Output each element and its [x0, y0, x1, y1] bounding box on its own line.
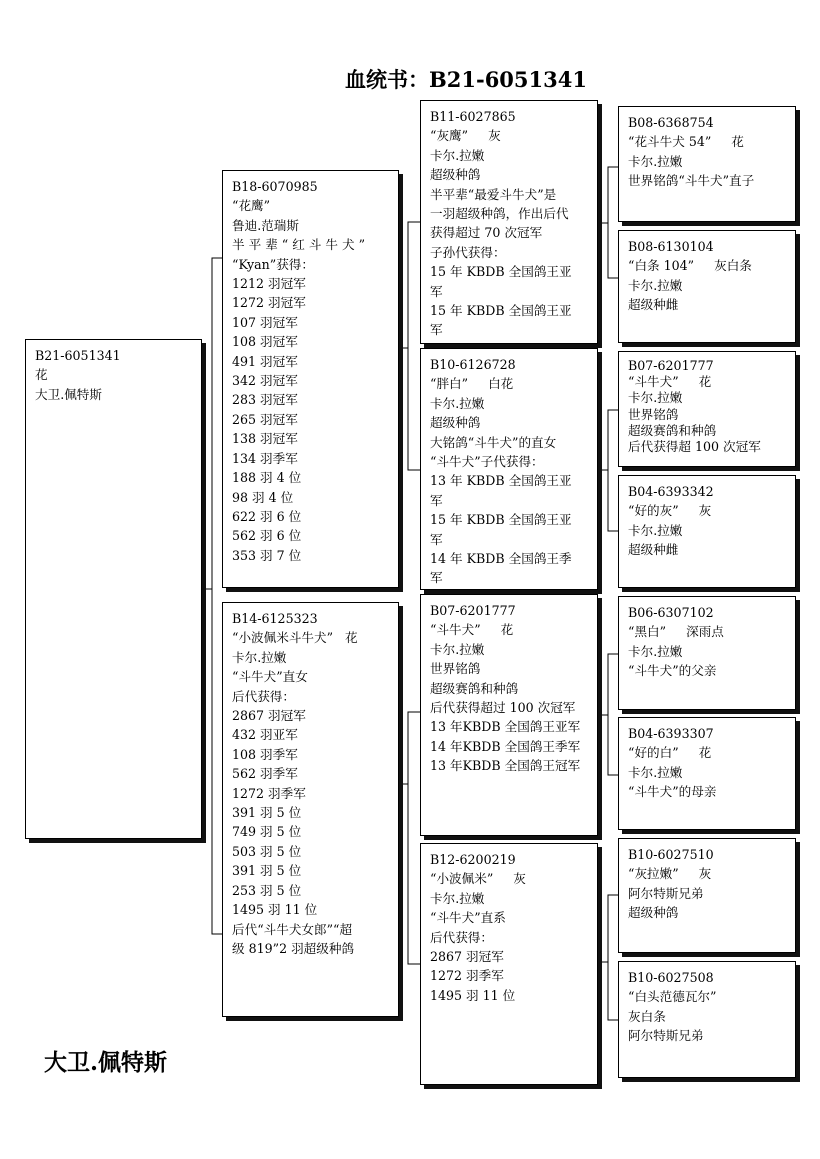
sire-sire-line: 子孙代获得： [430, 244, 506, 260]
sire-sire-line: 15 年 KBDB 全国鸽王亚 [430, 264, 572, 280]
g3-line: “好的白” 花 [628, 745, 712, 761]
subject-owner: 大卫.佩特斯 [35, 386, 102, 402]
sire-line: 半 平 辈 “ 红 斗 牛 犬 ” [232, 237, 366, 253]
dam-sire-card [420, 594, 598, 836]
dam-line: 卡尔.拉嫩 [232, 649, 287, 665]
sire-sire-line: 获得超过 70 次冠军 [430, 225, 543, 241]
sire-dam-line: 超级种鸽 [430, 415, 481, 431]
sire-sire-line: 超级种鸽 [430, 167, 481, 183]
owner-name: 大卫.佩特斯 [44, 1049, 168, 1076]
sire-line: 107 羽冠军 [232, 314, 298, 330]
dam-dam-line: “小波佩米” 灰 [430, 871, 526, 887]
sire-line: B18-6070985 [232, 179, 318, 194]
g3-line: 卡尔.拉嫩 [628, 153, 683, 169]
g3-line: 灰白条 [628, 1008, 666, 1024]
sire-dam-line: 大铭鸽“斗牛犬”的直女 [430, 434, 557, 450]
g3-line: 超级种雌 [628, 542, 679, 558]
sire-line: 98 羽 4 位 [232, 489, 294, 505]
g3-card-1 [618, 106, 796, 222]
sire-sire-line: 军 [430, 283, 443, 299]
g3-card-8 [618, 961, 796, 1078]
sire-sire-line: 15 年 KBDB 全国鸽王亚 [430, 303, 572, 319]
sire-dam-line: 卡尔.拉嫩 [430, 395, 485, 411]
dam-line: B14-6125323 [232, 611, 318, 626]
sire-dam-line: 军 [430, 570, 443, 586]
g3-line: “斗牛犬”的父亲 [628, 663, 717, 679]
sire-line: 353 羽 7 位 [232, 547, 302, 563]
g3-line: 超级赛鸽和种鸽 [628, 422, 717, 438]
dam-sire-line: 13 年KBDB 全国鸽王冠军 [430, 758, 581, 774]
g3-line: “灰拉嫩” 灰 [628, 866, 712, 882]
subject-ring: B21-6051341 [35, 348, 121, 363]
dam-line: 432 羽亚军 [232, 727, 298, 743]
dam-dam-line: B12-6200219 [430, 852, 516, 867]
g3-line: “白头范德瓦尔” [628, 989, 717, 1005]
sire-sire-line: 卡尔.拉嫩 [430, 147, 485, 163]
sire-line: 134 羽季军 [232, 450, 298, 466]
dam-line: 1495 羽 11 位 [232, 902, 318, 918]
g3-line: B04-6393307 [628, 726, 714, 741]
connector-subject [201, 258, 222, 934]
dam-line: 级 819”2 羽超级种鸽 [232, 940, 355, 956]
g3-line: B06-6307102 [628, 605, 714, 620]
g3-line: B10-6027508 [628, 970, 714, 985]
g3-line: 后代获得超 100 次冠军 [628, 439, 761, 455]
connector-dam-sire [598, 654, 618, 775]
g3-line: “斗牛犬”的母亲 [628, 784, 717, 800]
dam-sire-line: 世界铭鸽 [430, 661, 481, 677]
sire-line: “Kyan”获得： [232, 256, 314, 272]
g3-line: B10-6027510 [628, 847, 714, 862]
page-title: 血统书：B21-6051341 [345, 67, 587, 92]
sire-line: 622 羽 6 位 [232, 508, 302, 524]
dam-line: 后代“斗牛犬女郎”“超 [232, 921, 353, 937]
sire-line: 562 羽 6 位 [232, 528, 302, 544]
g3-line: 阿尔特斯兄弟 [628, 885, 704, 901]
g3-line: B04-6393342 [628, 484, 714, 499]
dam-dam-line: 1495 羽 11 位 [430, 987, 516, 1003]
sire-dam-line: 15 年 KBDB 全国鸽王亚 [430, 512, 572, 528]
g3-line: 卡尔.拉嫩 [628, 643, 683, 659]
dam-line: 2867 羽冠军 [232, 708, 306, 724]
sire-line: 342 羽冠军 [232, 373, 298, 389]
dam-dam-line: 1272 羽季军 [430, 968, 504, 984]
g3-line: “花斗牛犬 54” 花 [628, 134, 744, 150]
sire-sire-line: 半平辈“最爱斗牛犬”是 [430, 186, 557, 202]
dam-sire-line: 超级赛鸽和种鸽 [430, 680, 519, 696]
sire-sire-line: 军 [430, 322, 443, 338]
g3-card-3 [618, 351, 796, 467]
g3-line: 卡尔.拉嫩 [628, 390, 683, 406]
sire-line: 鲁迪.范瑞斯 [232, 217, 299, 233]
g3-line: 卡尔.拉嫩 [628, 522, 683, 538]
sire-dam-line: 14 年 KBDB 全国鸽王季 [430, 551, 572, 567]
dam-line: 391 羽 5 位 [232, 805, 302, 821]
dam-sire-line: 后代获得超过 100 次冠军 [430, 700, 576, 716]
dam-card [222, 602, 399, 1017]
sire-dam-card [420, 348, 598, 590]
sire-line: 491 羽冠军 [232, 353, 298, 369]
g3-line: “好的灰” 灰 [628, 503, 712, 519]
dam-sire-line: 13 年KBDB 全国鸽王亚军 [430, 719, 581, 735]
dam-line: 后代获得： [232, 688, 295, 704]
g3-line: 世界铭鸽 [628, 406, 679, 422]
sire-sire-line: “灰鹰” 灰 [430, 128, 501, 144]
sire-line: “花鹰” [232, 198, 271, 214]
dam-line: 562 羽季军 [232, 766, 298, 782]
dam-line: “斗牛犬”直女 [232, 669, 308, 685]
subject-card [25, 339, 202, 839]
dam-dam-line: 后代获得： [430, 929, 493, 945]
sire-dam-line: 13 年 KBDB 全国鸽王亚 [430, 473, 572, 489]
g3-line: B07-6201777 [628, 358, 714, 373]
sire-dam-line: “斗牛犬”子代获得： [430, 454, 544, 470]
dam-dam-card [420, 843, 598, 1085]
sire-line: 265 羽冠军 [232, 411, 298, 427]
dam-sire-line: 卡尔.拉嫩 [430, 641, 485, 657]
g3-line: “白条 104” 灰白条 [628, 258, 752, 274]
dam-dam-line: 卡尔.拉嫩 [430, 890, 485, 906]
sire-card [222, 170, 399, 588]
sire-dam-line: B10-6126728 [430, 357, 516, 372]
dam-dam-line: “斗牛犬”直系 [430, 910, 506, 926]
sire-sire-line: B11-6027865 [430, 109, 516, 124]
subject-color: 花 [35, 367, 48, 383]
g3-line: 世界铭鸽“斗牛犬”直子 [628, 173, 755, 189]
g3-line: B08-6368754 [628, 115, 714, 130]
dam-sire-line: B07-6201777 [430, 603, 516, 618]
sire-line: 1272 羽冠军 [232, 295, 306, 311]
sire-line: 1212 羽冠军 [232, 276, 306, 292]
g3-card-4 [618, 475, 796, 588]
connector-sire [398, 222, 420, 470]
g3-line: 超级种鸽 [628, 905, 679, 921]
sire-line: 108 羽冠军 [232, 334, 298, 350]
dam-sire-line: “斗牛犬” 花 [430, 622, 514, 638]
dam-line: “小波佩米斗牛犬” 花 [232, 630, 358, 646]
g3-line: 卡尔.拉嫩 [628, 764, 683, 780]
connector-dam-dam [598, 895, 618, 1020]
sire-sire-card [420, 100, 598, 344]
g3-line: “黑白” 深雨点 [628, 624, 724, 640]
g3-card-5 [618, 596, 796, 710]
sire-line: 283 羽冠军 [232, 392, 298, 408]
dam-line: 253 羽 5 位 [232, 882, 302, 898]
connector-sire-sire [598, 167, 618, 278]
g3-line: 阿尔特斯兄弟 [628, 1028, 704, 1044]
connector-sire-dam [598, 410, 618, 531]
sire-dam-line: “胖白” 白花 [430, 376, 514, 392]
g3-card-2 [618, 230, 796, 343]
dam-line: 749 羽 5 位 [232, 824, 302, 840]
dam-line: 108 羽季军 [232, 746, 298, 762]
g3-line: 超级种雌 [628, 297, 679, 313]
g3-card-6 [618, 717, 796, 830]
sire-dam-line: 军 [430, 492, 443, 508]
sire-line: 188 羽 4 位 [232, 470, 302, 486]
dam-line: 503 羽 5 位 [232, 843, 302, 859]
sire-dam-line: 军 [430, 531, 443, 547]
g3-line: 卡尔.拉嫩 [628, 277, 683, 293]
dam-sire-line: 14 年KBDB 全国鸽王季军 [430, 738, 581, 754]
g3-line: “斗牛犬” 花 [628, 374, 712, 390]
dam-dam-line: 2867 羽冠军 [430, 949, 504, 965]
connector-dam [398, 712, 420, 964]
sire-line: 138 羽冠军 [232, 431, 298, 447]
sire-sire-line: 一羽超级种鸽，作出后代 [430, 206, 569, 222]
dam-line: 391 羽 5 位 [232, 863, 302, 879]
dam-line: 1272 羽季军 [232, 785, 306, 801]
g3-card-7 [618, 838, 796, 953]
g3-line: B08-6130104 [628, 239, 714, 254]
